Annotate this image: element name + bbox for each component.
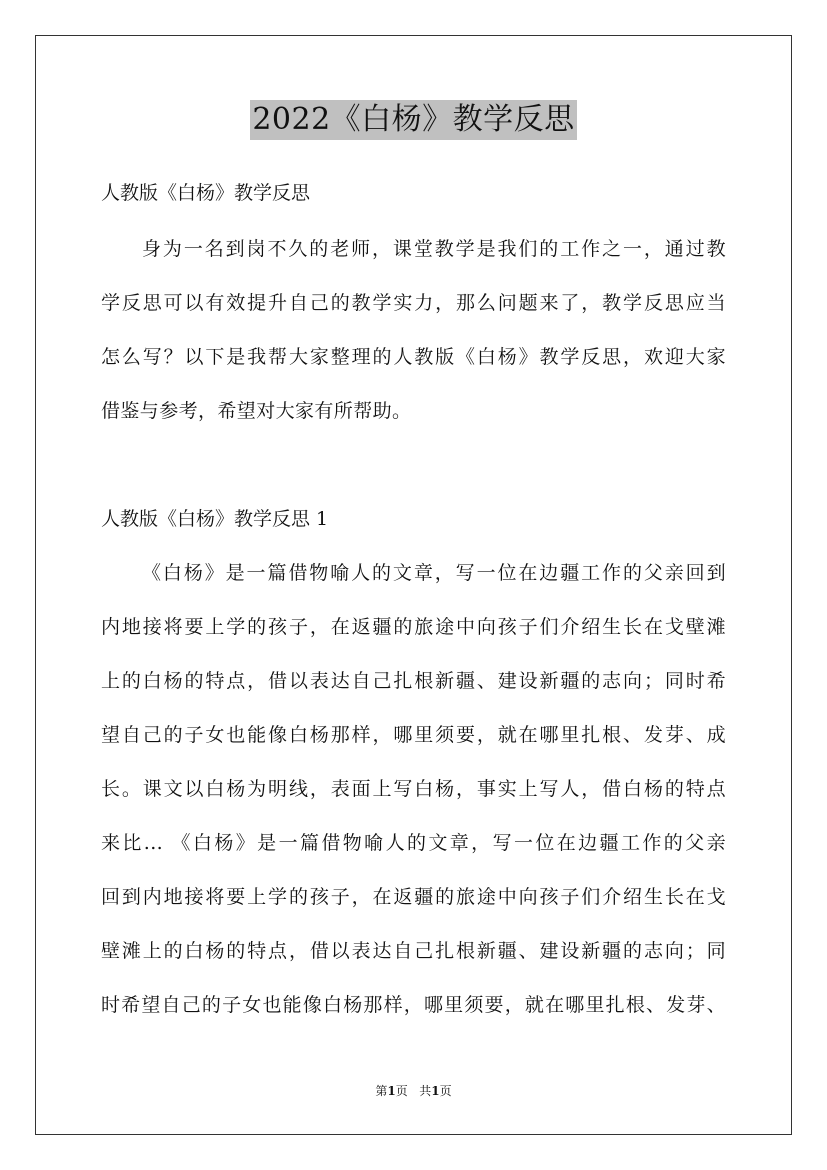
intro-paragraph-line: 学反思可以有效提升自己的教学实力，那么问题来了，教学反思应当 [101, 292, 726, 314]
total-pages: 共1页 [419, 1084, 452, 1098]
body-paragraph-line: 望自己的子女也能像白杨那样，哪里须要，就在哪里扎根、发芽、成 [101, 724, 726, 746]
body-paragraph-line: 长。课文以白杨为明线，表面上写白杨，事实上写人，借白杨的特点 [101, 778, 726, 800]
intro-heading: 人教版《白杨》教学反思 [101, 182, 311, 204]
body-paragraph-line: 内地接将要上学的孩子，在返疆的旅途中向孩子们介绍生长在戈壁滩 [101, 616, 726, 638]
page-number: 第1页 [375, 1084, 408, 1098]
page-footer [0, 1083, 827, 1099]
title-block [0, 100, 827, 140]
intro-paragraph-line: 怎么写？以下是我帮大家整理的人教版《白杨》教学反思，欢迎大家 [101, 346, 726, 368]
intro-paragraph-line: 身为一名到岗不久的老师，课堂教学是我们的工作之一，通过教 [142, 238, 726, 260]
body-paragraph-line: 壁滩上的白杨的特点，借以表达自己扎根新疆、建设新疆的志向；同 [101, 940, 726, 962]
body-paragraph-line: 来比... 《白杨》是一篇借物喻人的文章，写一位在边疆工作的父亲 [101, 832, 726, 854]
document-title: 2022《白杨》教学反思 [250, 100, 576, 140]
body-paragraph-line: 回到内地接将要上学的孩子，在返疆的旅途中向孩子们介绍生长在戈 [101, 886, 726, 908]
body-paragraph-line: 《白杨》是一篇借物喻人的文章，写一位在边疆工作的父亲回到 [142, 562, 726, 584]
intro-paragraph-line: 借鉴与参考，希望对大家有所帮助。 [101, 400, 412, 422]
body-paragraph-line: 时希望自己的子女也能像白杨那样，哪里须要，就在哪里扎根、发芽、 [101, 994, 726, 1016]
section-heading: 人教版《白杨》教学反思 1 [101, 508, 329, 530]
body-paragraph-line: 上的白杨的特点，借以表达自己扎根新疆、建设新疆的志向；同时希 [101, 670, 726, 692]
